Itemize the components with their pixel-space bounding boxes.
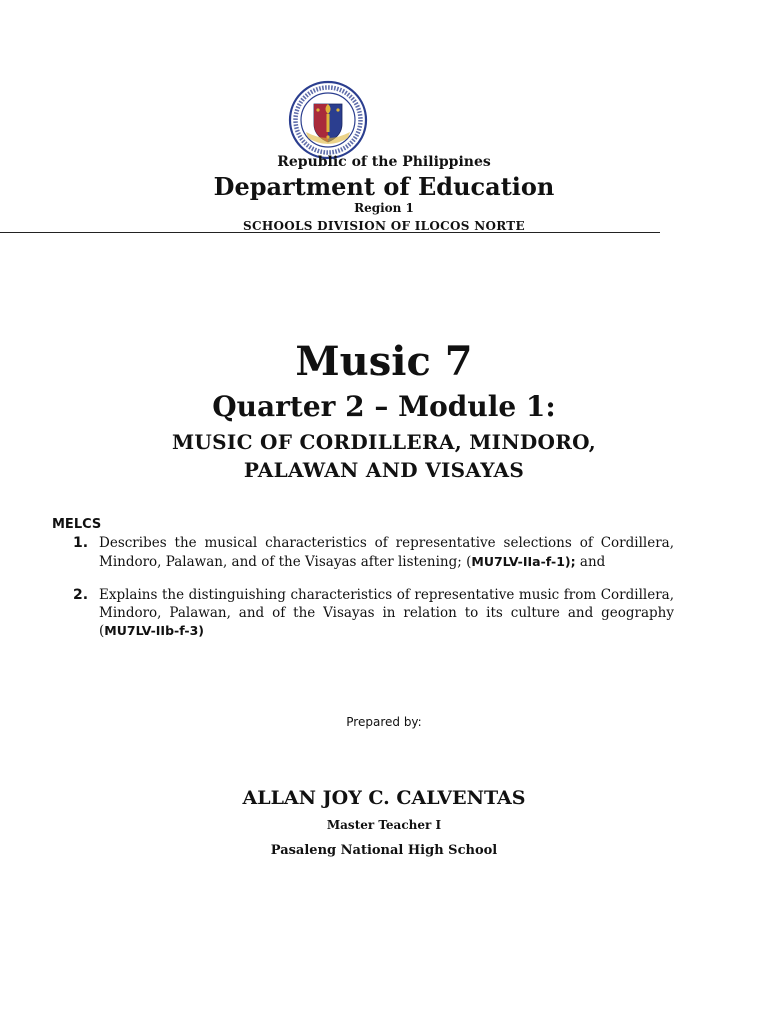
melc-code: MU7LV-IIb-f-3) [104,623,205,638]
module-title-line-1: MUSIC OF CORDILLERA, MINDORO, [171,430,596,454]
module-title-line-2: PALAWAN AND VISAYAS [243,458,525,482]
melc-number: 1. [73,535,89,551]
region-label: Region 1 [354,201,414,215]
melc-number: 2. [73,587,89,603]
department-name: Department of Education [213,172,555,201]
subject-title: Music 7 [295,338,473,385]
melc-text: Explains the distinguishing characteristics of representative music from Cordillera, Mindoro, Palawan, and of the Visayas in relation to its culture and geography (MU7LV-IIb-f-3) [99,587,674,639]
melcs-heading: MELCS [52,517,102,532]
author-school: Pasaleng National High School [270,843,498,858]
author-name: ALLAN JOY C. CALVENTAS [242,787,526,809]
header-divider [0,232,660,233]
republic-label: Republic of the Philippines [277,154,491,170]
deped-seal-icon [288,80,368,160]
division-label: SCHOOLS DIVISION OF ILOCOS NORTE [243,219,525,233]
quarter-module-title: Quarter 2 – Module 1: [212,390,556,423]
melc-item [73,587,674,641]
melc-code: MU7LV-IIa-f-1); [471,553,576,569]
prepared-by-label: Prepared by: [346,715,422,729]
melc-item [73,535,674,571]
author-position: Master Teacher I [326,818,442,832]
melc-text: Describes the musical characteristics of representative selections of Cordillera, Mindoro, Palawan, and of the Visayas after listening; (MU7LV-IIa-f-1); and [99,535,674,570]
